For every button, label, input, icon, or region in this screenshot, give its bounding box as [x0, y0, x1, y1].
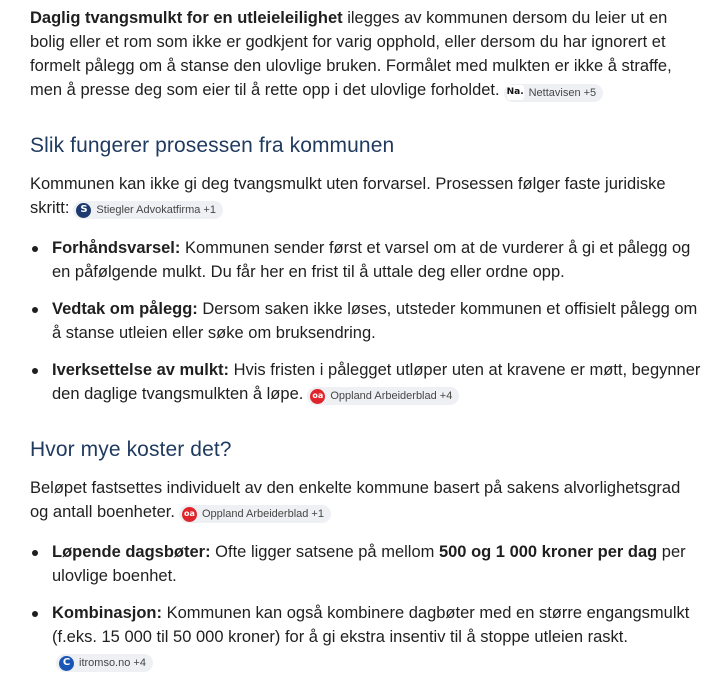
cost-list [30, 540, 702, 673]
list-item: Løpende dagsbøter: Ofte ligger satsene på mellom 500 og 1 000 kroner per dag per ulovlige boenhet. [30, 540, 702, 588]
intro-paragraph [30, 6, 702, 102]
source-chip-oppland-arbeiderblad[interactable] [307, 387, 459, 405]
source-chip-label: itromso.no +4 [79, 657, 146, 669]
source-chip-nettavisen[interactable] [504, 84, 604, 102]
process-list [30, 236, 702, 406]
section-heading-process: Slik fungerer prosessen fra kommunen [30, 134, 395, 157]
section-process-text: Kommunen kan ikke gi deg tvangsmulkt uten forvarsel. Prosessen følger faste juridiske skritt: S Stiegler Advokatfirma +1 [30, 175, 666, 217]
source-chip-label: Oppland Arbeiderblad +1 [201, 508, 324, 520]
source-chip-oppland-arbeiderblad[interactable] [179, 505, 331, 523]
source-chip-itromso[interactable] [56, 654, 153, 672]
oa-logo-icon: oa [310, 389, 325, 404]
source-chip-label: Stiegler Advokatfirma +1 [96, 204, 216, 216]
section-heading-cost: Hvor mye koster det? [30, 438, 232, 461]
intro-text: ilegges av kommunen dersom du leier ut en bolig eller et rom som ikke er godkjent for varig opphold, eller dersom du har ignorert et formelt pålegg om å stanse den ulovlige bruken. Formålet med mulkten er ikke å straffe, men å presse deg som eier til å rette opp i det ulovlige forholdet. [30, 9, 672, 99]
list-item: Iverksettelse av mulkt: Hvis fristen i pålegget utløper uten at kravene er møtt, begynner den daglige tvangsmulkten å løpe. oa Oppland Arbeiderblad +4 [30, 358, 702, 406]
source-chip-label: Oppland Arbeiderblad +4 [330, 390, 453, 402]
intro-bold: Daglig tvangsmulkt for en utleieleilighet [30, 9, 343, 27]
source-chip-label: Nettavisen +5 [528, 86, 597, 99]
list-item: Vedtak om pålegg: Dersom saken ikke løses, utsteder kommunen et offisielt pålegg om å stanse utleien eller søke om bruksendring. [30, 297, 702, 345]
list-item: Kombinasjon: Kommunen kan også kombinere dagbøter med en større engangsmulkt (f.eks. 15 000 til 50 000 kroner) for å gi ekstra insentiv til å stoppe utleien raskt. C itromso.no +4 [30, 601, 702, 673]
itromso-logo-icon: C [59, 656, 74, 671]
section-cost [30, 436, 702, 673]
stiegler-logo-icon: S [76, 203, 91, 218]
oa-logo-icon: oa [182, 507, 197, 522]
section-cost-text: Beløpet fastsettes individuelt av den enkelte kommune basert på sakens alvorlighetsgrad og antall boenheter. oa Oppland Arbeiderblad +1 [30, 479, 681, 521]
nettavisen-logo-icon: Na. [507, 85, 524, 100]
list-item: Forhåndsvarsel: Kommunen sender først et varsel om at de vurderer å gi et pålegg og en påfølgende mulkt. Du får her en frist til å uttale deg eller ordne opp. [30, 236, 702, 284]
source-chip-stiegler[interactable] [73, 201, 223, 219]
